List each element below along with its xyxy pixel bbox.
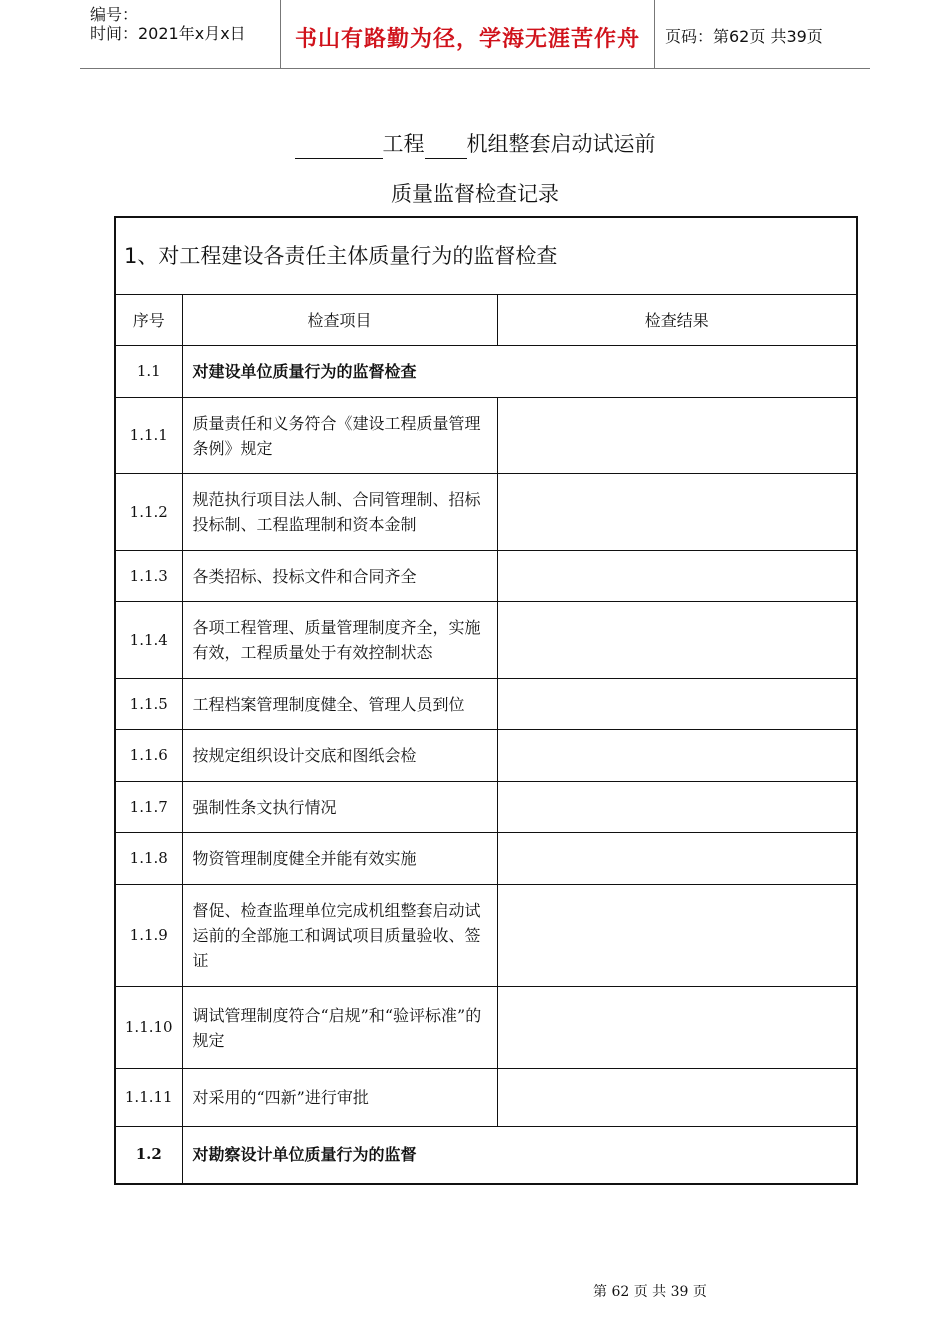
row-item: 工程档案管理制度健全、管理人员到位 <box>182 679 497 730</box>
row-no: 1.1.7 <box>115 782 182 833</box>
row-no: 1.1.1 <box>115 398 182 474</box>
group-row <box>115 1127 857 1184</box>
table-row <box>115 987 857 1069</box>
inspection-table <box>114 216 858 1185</box>
document-number-label: 编号： <box>90 5 139 24</box>
row-result[interactable] <box>497 679 857 730</box>
document-title <box>0 128 950 159</box>
table-row <box>115 679 857 730</box>
table-row <box>115 833 857 885</box>
header-row <box>115 295 857 346</box>
page-footer: 第 62 页 共 39 页 <box>593 1284 707 1300</box>
title-blank-unit <box>425 134 467 159</box>
row-item: 各项工程管理、质量管理制度齐全，实施有效，工程质量处于有效控制状态 <box>182 602 497 679</box>
row-no: 1.1.2 <box>115 474 182 551</box>
row-item: 督促、检查监理单位完成机组整套启动试运前的全部施工和调试项目质量验收、签证 <box>182 885 497 987</box>
row-no: 1.1.3 <box>115 551 182 602</box>
row-item: 强制性条文执行情况 <box>182 782 497 833</box>
table-row <box>115 885 857 987</box>
header-page-number: 页码：第62页 共39页 <box>665 27 823 46</box>
page-header <box>80 0 870 69</box>
title-blank-project <box>295 134 383 159</box>
section-title: 1、对工程建设各责任主体质量行为的监督检查 <box>115 217 857 295</box>
title-part-unit: 机组整套启动试运前 <box>466 132 656 156</box>
row-result[interactable] <box>497 474 857 551</box>
row-result[interactable] <box>497 885 857 987</box>
header-info-cell <box>80 0 281 68</box>
header-result: 检查结果 <box>497 295 857 346</box>
row-result[interactable] <box>497 602 857 679</box>
row-result[interactable] <box>497 551 857 602</box>
row-result[interactable] <box>497 987 857 1069</box>
header-motto-cell <box>281 0 655 68</box>
row-item: 规范执行项目法人制、合同管理制、招标投标制、工程监理制和资本金制 <box>182 474 497 551</box>
row-no: 1.1.11 <box>115 1069 182 1127</box>
row-no: 1.1.10 <box>115 987 182 1069</box>
header-item: 检查项目 <box>182 295 497 346</box>
section-row <box>115 217 857 295</box>
row-no: 1.1.5 <box>115 679 182 730</box>
table-row <box>115 602 857 679</box>
row-item: 物资管理制度健全并能有效实施 <box>182 833 497 885</box>
group-label: 对勘察设计单位质量行为的监督 <box>182 1127 857 1184</box>
row-result[interactable] <box>497 398 857 474</box>
table-row <box>115 782 857 833</box>
row-no: 1.1.9 <box>115 885 182 987</box>
table-row <box>115 551 857 602</box>
title-part-project: 工程 <box>382 132 425 156</box>
header-page-cell <box>655 0 870 68</box>
row-item: 按规定组织设计交底和图纸会检 <box>182 730 497 782</box>
table-row <box>115 1069 857 1127</box>
row-item: 质量责任和义务符合《建设工程质量管理条例》规定 <box>182 398 497 474</box>
table-row <box>115 730 857 782</box>
row-item: 调试管理制度符合“启规”和“验评标准”的规定 <box>182 987 497 1069</box>
row-no: 1.1.4 <box>115 602 182 679</box>
table-row <box>115 474 857 551</box>
row-result[interactable] <box>497 730 857 782</box>
table-row <box>115 398 857 474</box>
header-motto: 书山有路勤为径，学海无涯苦作舟 <box>294 27 640 52</box>
document-time-label: 时间：2021年x月x日 <box>90 24 246 43</box>
document-subtitle: 质量监督检查记录 <box>391 182 559 206</box>
row-no: 1.1.6 <box>115 730 182 782</box>
group-row <box>115 346 857 398</box>
group-no: 1.1 <box>115 346 182 398</box>
group-no: 1.2 <box>115 1127 182 1184</box>
header-no: 序号 <box>115 295 182 346</box>
row-result[interactable] <box>497 833 857 885</box>
row-item: 各类招标、投标文件和合同齐全 <box>182 551 497 602</box>
row-no: 1.1.8 <box>115 833 182 885</box>
row-result[interactable] <box>497 782 857 833</box>
group-label: 对建设单位质量行为的监督检查 <box>182 346 857 398</box>
row-item: 对采用的“四新”进行审批 <box>182 1069 497 1127</box>
row-result[interactable] <box>497 1069 857 1127</box>
